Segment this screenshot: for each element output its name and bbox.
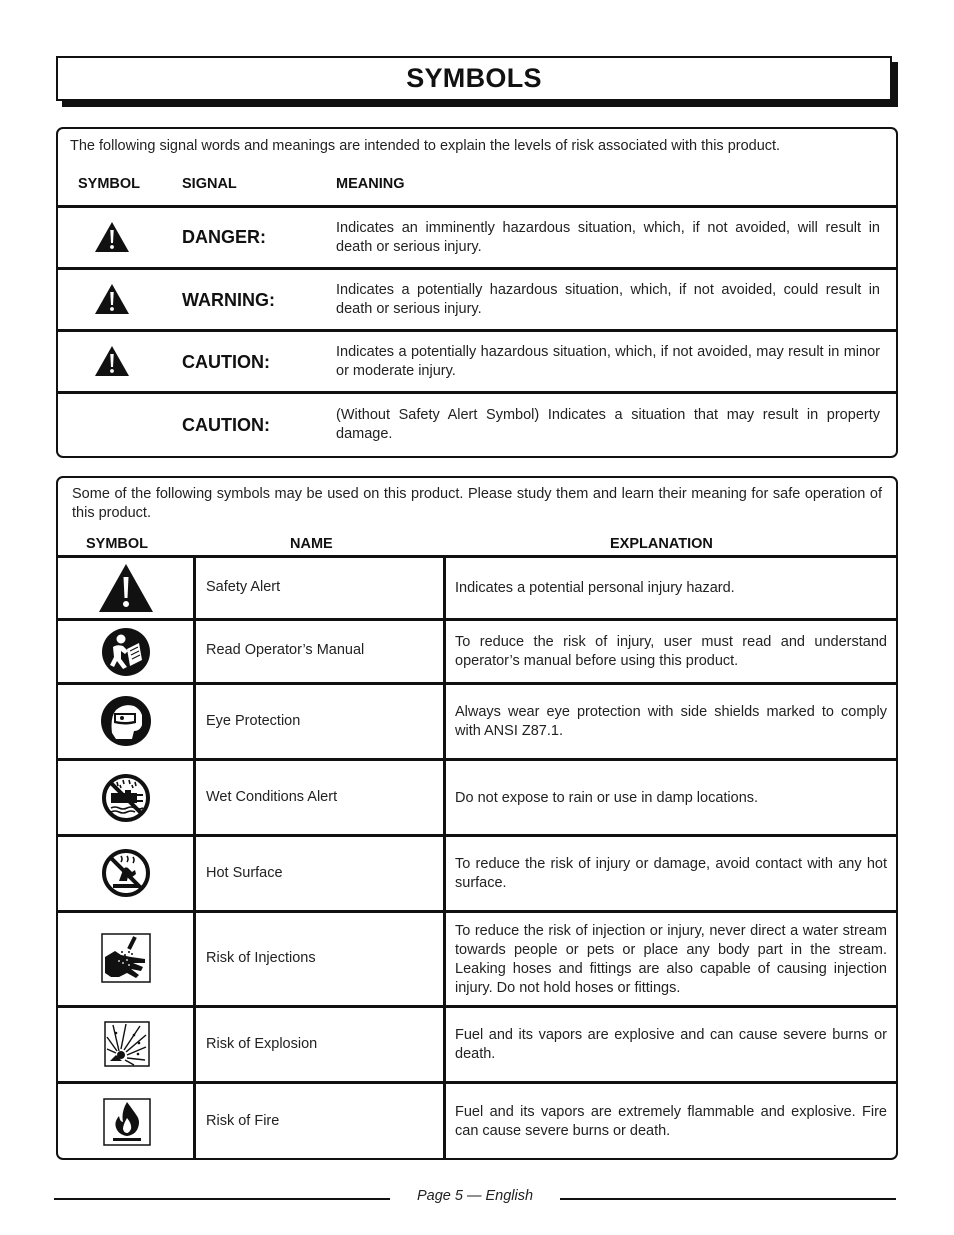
symbol-row-wet-conditions xyxy=(58,760,896,834)
footer-rule-left xyxy=(54,1198,390,1200)
symbol-row-injection-risk xyxy=(58,912,896,1005)
symbol-row-hot-surface xyxy=(58,836,896,910)
symbol-explanation: Always wear eye protection with side shields marked to comply with ANSI Z87.1. xyxy=(455,704,887,739)
symbol-explanation: Fuel and its vapors are extremely flammable and explosive. Fire can cause severe burns or death. xyxy=(455,1104,887,1139)
signal-intro: The following signal words and meanings are intended to explain the levels of risk associated with this product. xyxy=(70,138,781,154)
signal-meaning: Indicates a potentially hazardous situation, which, if not avoided, could result in death or serious injury. xyxy=(336,282,880,317)
symbol-name: Risk of Fire xyxy=(206,1113,280,1129)
title-box xyxy=(56,56,892,101)
symbol-name: Risk of Explosion xyxy=(206,1036,318,1052)
signal-label: CAUTION: xyxy=(182,415,270,435)
symbol-name: Hot Surface xyxy=(206,865,283,881)
fire-risk-icon xyxy=(103,1098,151,1146)
symbol-explanation: Fuel and its vapors are explosive and can cause severe burns or death. xyxy=(455,1027,887,1062)
signal-words-panel xyxy=(56,127,898,458)
symbol-name: Wet Conditions Alert xyxy=(206,789,338,805)
signal-label: WARNING: xyxy=(182,290,275,310)
symbols-intro: Some of the following symbols may be used on this product. Please study them and learn their meaning for safe operation of this product. xyxy=(72,486,882,521)
symbol-explanation: Do not expose to rain or use in damp locations. xyxy=(455,790,759,806)
header-meaning: MEANING xyxy=(336,176,405,192)
signal-meaning: Indicates a potentially hazardous situation, which, if not avoided, may result in minor or moderate injury. xyxy=(336,344,880,379)
symbol-explanation: To reduce the risk of injury, user must read and understand operator’s manual before using this product. xyxy=(455,634,887,669)
symbol-explanation: To reduce the risk of injury or damage, avoid contact with any hot surface. xyxy=(455,856,887,891)
symbol-row-safety-alert xyxy=(58,557,896,618)
symbol-row-fire-risk xyxy=(58,1083,896,1159)
injection-risk-icon xyxy=(101,933,151,983)
symbol-name: Read Operator’s Manual xyxy=(206,642,365,658)
symbol-explanation: Indicates a potential personal injury hazard. xyxy=(455,580,735,596)
header-signal: SIGNAL xyxy=(182,176,237,192)
header-name: NAME xyxy=(290,536,333,552)
symbol-explanation: To reduce the risk of injection or injury, never direct a water stream towards people or pets or place any body part in the stream. Leaking hoses and fittings are also capable of causing injection injury. Do not hold hoses or fittings. xyxy=(455,923,887,996)
explosion-risk-icon xyxy=(104,1021,150,1067)
signal-meaning: Indicates an imminently hazardous situation, which, if not avoided, will result in death or serious injury. xyxy=(336,220,880,255)
symbol-row-read-manual xyxy=(58,620,896,682)
page-title-banner xyxy=(56,56,898,107)
hot-surface-icon xyxy=(101,848,151,898)
signal-row-danger xyxy=(58,207,896,267)
warning-triangle-icon xyxy=(94,345,130,377)
safety-alert-icon xyxy=(98,563,154,613)
page-footer: Page 5 — English xyxy=(416,1188,534,1204)
eye-protection-icon xyxy=(100,695,152,747)
footer-rule-right xyxy=(560,1198,896,1200)
signal-row-warning xyxy=(58,269,896,329)
symbol-name: Risk of Injections xyxy=(206,950,316,966)
symbols-panel xyxy=(56,476,898,1160)
read-manual-icon xyxy=(101,627,151,677)
signal-row-caution xyxy=(58,331,896,391)
symbol-row-eye-protection xyxy=(58,684,896,758)
wet-conditions-icon xyxy=(101,773,151,823)
header-explanation: EXPLANATION xyxy=(610,536,713,552)
signal-row-caution-no-symbol xyxy=(58,393,896,455)
symbol-name: Eye Protection xyxy=(206,713,301,729)
page-title: SYMBOLS xyxy=(406,63,542,93)
symbol-name: Safety Alert xyxy=(206,579,281,595)
warning-triangle-icon xyxy=(94,283,130,315)
warning-triangle-icon xyxy=(94,221,130,253)
signal-meaning: (Without Safety Alert Symbol) Indicates a situation that may result in property damage. xyxy=(336,407,880,442)
header-symbol: SYMBOL xyxy=(86,536,149,552)
header-symbol: SYMBOL xyxy=(78,176,141,192)
signal-label: CAUTION: xyxy=(182,352,270,372)
symbol-row-explosion-risk xyxy=(58,1007,896,1081)
signal-label: DANGER: xyxy=(182,227,266,247)
